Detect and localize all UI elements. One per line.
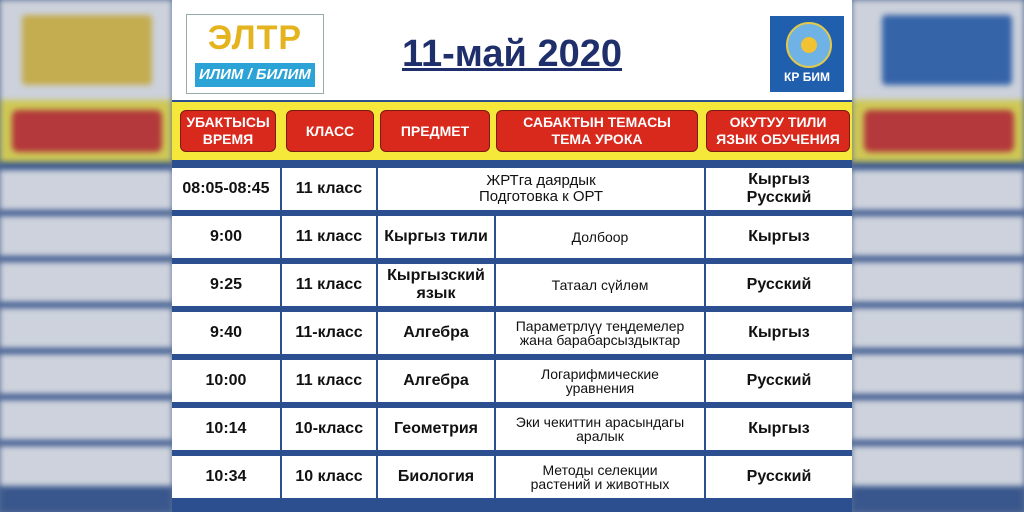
topic-line: Параметрлүү теңдемелер [515, 318, 685, 334]
class-cell: 11 класс [282, 264, 376, 306]
topic-line: Долбоор [571, 229, 629, 245]
time-cell: 10:14 [172, 408, 280, 450]
topic-cell [496, 456, 704, 498]
column-header-label: УБАКТЫСЫ [186, 114, 270, 130]
time-cell: 10:34 [172, 456, 280, 498]
time-cell: 08:05-08:45 [172, 168, 280, 210]
language-cell: Кыргыз [706, 216, 852, 258]
language-cell: Русский [706, 360, 852, 402]
topic-line: Подготовка к ОРТ [478, 188, 603, 205]
subject-cell: Алгебра [378, 312, 494, 354]
topic-line: Эки чекиттин арасындагы [515, 414, 685, 430]
subject-cell: Биология [378, 456, 494, 498]
class-cell: 10 класс [282, 456, 376, 498]
topic-line: уравнения [565, 380, 635, 396]
topic-cell [496, 264, 704, 306]
eltr-logo-subtitle: ИЛИМ / БИЛИМ [195, 63, 315, 87]
subject-cell: Кыргызский язык [378, 264, 494, 306]
table-row [172, 360, 852, 402]
language-cell: Кыргыз [706, 312, 852, 354]
blurred-background-left [0, 0, 172, 512]
language-cell: Русский [706, 264, 852, 306]
eltr-logo-text: ЭЛТР [207, 19, 303, 57]
schedule-panel [172, 0, 852, 512]
table-row [172, 168, 852, 210]
class-cell: 11 класс [282, 216, 376, 258]
topic-line: Логарифмические [541, 366, 659, 382]
topic-cell [496, 312, 704, 354]
time-cell: 9:25 [172, 264, 280, 306]
table-row [172, 408, 852, 450]
subject-cell: Геометрия [378, 408, 494, 450]
topic-cell [496, 360, 704, 402]
subject-cell: Алгебра [378, 360, 494, 402]
date-title: 11-май 2020 [401, 33, 623, 75]
kr-bim-logo-text: КР БИМ [784, 70, 830, 84]
language-line: Русский [746, 189, 812, 206]
language-cell [706, 168, 852, 210]
topic-line: Татаал сүйлөм [551, 277, 649, 293]
header [172, 0, 852, 100]
column-header-label: КЛАСС [305, 122, 355, 139]
column-header-label: САБАКТЫН ТЕМАСЫ [523, 114, 671, 130]
table-row [172, 216, 852, 258]
column-header-label: ТЕМА УРОКА [551, 131, 643, 147]
column-header-class [286, 110, 374, 152]
emblem-icon [786, 22, 832, 68]
language-cell: Кыргыз [706, 408, 852, 450]
language-cell: Русский [706, 456, 852, 498]
language-line: Кыргыз [748, 171, 810, 188]
column-header-topic [496, 110, 698, 152]
column-header-label: ПРЕДМЕТ [400, 122, 470, 139]
column-header-label: ЯЗЫК ОБУЧЕНИЯ [716, 131, 840, 147]
column-header-label: ОКУТУУ ТИЛИ [729, 114, 827, 130]
time-cell: 9:00 [172, 216, 280, 258]
kr-bim-logo [770, 16, 844, 92]
column-header-band [172, 100, 852, 162]
column-header-language [706, 110, 850, 152]
column-header-time [180, 110, 276, 152]
table-row [172, 312, 852, 354]
column-header-label: ВРЕМЯ [202, 131, 254, 147]
eltr-logo [186, 14, 324, 94]
class-cell: 11-класс [282, 312, 376, 354]
blurred-background-right [852, 0, 1024, 512]
class-cell: 10-класс [282, 408, 376, 450]
column-header-subject [380, 110, 490, 152]
table-row [172, 456, 852, 498]
topic-line: аралык [576, 428, 624, 444]
topic-line: растений и животных [530, 476, 670, 492]
time-cell: 9:40 [172, 312, 280, 354]
time-cell: 10:00 [172, 360, 280, 402]
topic-line: жана барабарсыздыктар [519, 332, 681, 348]
class-cell: 11 класс [282, 360, 376, 402]
table-row [172, 264, 852, 306]
class-cell: 11 класс [282, 168, 376, 210]
topic-line: ЖРТга даярдык [486, 172, 596, 189]
topic-cell [378, 168, 704, 210]
topic-cell [496, 408, 704, 450]
topic-cell [496, 216, 704, 258]
topic-line: Методы селекции [542, 462, 658, 478]
subject-cell: Кыргыз тили [378, 216, 494, 258]
